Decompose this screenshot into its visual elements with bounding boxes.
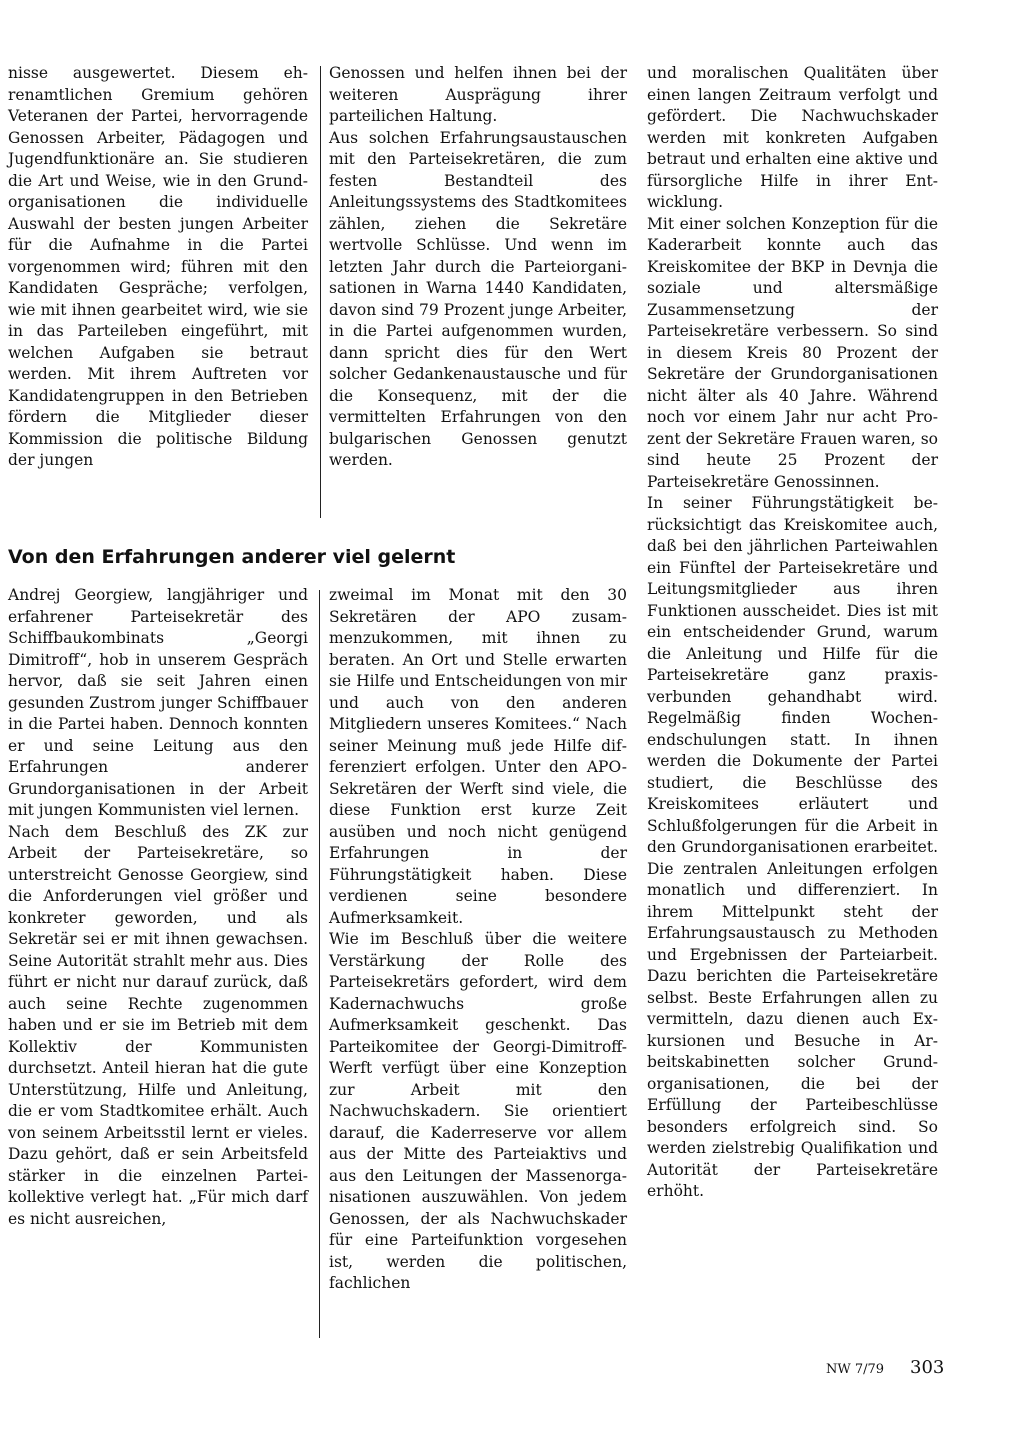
paragraph: Andrej Georgiew, langjähriger und erfahrener Parteisekretär des Schiffbaukombinats „Georgi Dimitroff“, hob in unserem Gespräch hervor, daß sie seit Jahren einen gesunden Zustrom junger Schiffbauer in die Partei haben. Dennoch konnten er und seine Leitung aus den Erfahrungen anderer Grundorganisationen in der Arbeit mit jungen Kommunisten viel lernen. bbox=[8, 586, 308, 819]
paragraph: Wie im Beschluß über die weitere Verstärkung der Rolle des Parteisekretärs gefordert, wird dem Kadernachwuchs große Aufmerksamkeit geschenkt. Das Parteikomitee der Georgi-Dimitroff-Werft verfügt über eine Konzeption zur Arbeit mit den Nachwuchskadern. Sie orientiert darauf, die Kaderreserve vor allem aus der Mitte des Parteiaktivs und aus den Leitungen der Massenorganisationen auszuwählen. Von jedem Genossen, der als Nachwuchskader für eine Parteifunktion vorgesehen ist, werden die politischen, fachlichen bbox=[329, 930, 627, 1292]
paragraph: und moralischen Qualitäten über einen langen Zeitraum verfolgt und gefördert. Die Nachwuchskader werden mit konkreten Aufgaben betraut und erhalten eine aktive und fürsorgliche Hilfe in ihrer Entwicklung. bbox=[647, 64, 938, 211]
issue-label: NW 7/79 bbox=[826, 1362, 885, 1377]
paragraph: zweimal im Monat mit den 30 Sekretären der APO zusammenzukommen, mit ihnen zu beraten. An Ort und Stelle erwarten sie Hilfe und Entscheidungen von mir und auch von den anderen Mitgliedern unseres Komitees.“ Nach seiner Meinung muß jede Hilfe differenziert erfolgen. Unter den APO-Sekretären der Werft sind viele, die diese Funktion erst kurze Zeit ausüben und noch nicht genügend Erfahrungen in der Führungstätigkeit haben. Diese verdienen seine besondere Aufmerksamkeit. bbox=[329, 586, 627, 927]
paragraph: Mit einer solchen Konzeption für die Kaderarbeit konnte auch das Kreiskomitee der BKP in Devnja die soziale und altersmäßige Zusammensetzung der Parteisekretäre verbessern. So sind in diesem Kreis 80 Prozent der Sekretäre der Grundorganisationen nicht älter als 40 Jahre. Während noch vor einem Jahr nur acht Prozent der Sekretäre Frauen waren, so sind heute 25 Prozent der Parteisekretäre Genossinnen. bbox=[647, 214, 938, 491]
paragraph: Genossen und helfen ihnen bei der weiteren Ausprägung ihrer parteilichen Haltung. bbox=[329, 64, 627, 125]
column-top-middle bbox=[329, 63, 627, 472]
column-divider bbox=[320, 66, 321, 518]
column-divider bbox=[319, 590, 320, 1338]
paragraph: Aus solchen Erfahrungsaustauschen mit den Parteisekretären, die zum festen Bestandteil des Anleitungssystems des Stadtkomitees zählen, ziehen die Sekretäre wertvolle Schlüsse. Und wenn im letzten Jahr durch die Parteiorganisationen in Warna 1440 Kandidaten, davon sind 79 Prozent junge Arbeiter, in die Partei aufgenommen wurden, dann spricht dies für den Wert solcher Gedankenaustausche und für die Konsequenz, mit der die vermittelten Erfahrungen von den bulgarischen Genossen genutzt werden. bbox=[329, 128, 627, 469]
paragraph: Nach dem Beschluß des ZK zur Arbeit der Parteisekretäre, so unterstreicht Genosse Georgiew, sind die Anforderungen viel größer und konkreter geworden, und als Sekretär sei er mit ihnen gewachsen. Seine Autorität strahlt mehr aus. Dies führt er nicht nur darauf zurück, daß auch seine Rechte zugenommen haben und er sie im Betrieb mit dem Kollektiv der Kommunisten durchsetzt. Anteil hieran hat die gute Unterstützung, Hilfe und Anleitung, die er vom Stadtkomitee erhält. Auch von seinem Arbeitsstil lernt er vieles. Dazu gehört, daß er sein Arbeitsfeld stärker in die einzelnen Parteikollektive verlegt hat. „Für mich darf es nicht ausreichen, bbox=[8, 822, 308, 1228]
section-heading: Von den Erfahrungen anderer viel gelernt bbox=[8, 546, 456, 568]
column-top-left bbox=[8, 63, 308, 472]
paragraph: In seiner Führungstätigkeit berücksichtigt das Kreiskomitee auch, daß bei den jährlichen Parteiwahlen ein Fünftel der Parteisekretäre und Leitungsmitglieder aus ihren Funktionen ausscheidet. Dies ist mit ein entscheidender Grund, warum die Anleitung und Hilfe für die Parteisekretäre ganz praxisverbunden gehandhabt wird. Regelmäßig finden Wochenendschulungen statt. In ihnen werden die Dokumente der Partei studiert, die Beschlüsse des Kreiskomitees erläutert und Schlußfolgerungen für die Arbeit in den Grundorganisationen erarbeitet. Die zentralen Anleitungen erfolgen monatlich und differenziert. In ihrem Mittelpunkt steht der Erfahrungsaustausch zu Methoden und Ergebnissen der Parteiarbeit. Dazu berichten die Parteisekretäre selbst. Beste Erfahrungen allen zu vermitteln, dazu dienen auch Exkursionen und Besuche in Arbeitskabinetten solcher Grundorganisationen, die bei der Erfüllung der Parteibeschlüsse besonders erfolgreich sind. So werden zielstrebig Qualifikation und Autorität der Parteisekretäre erhöht. bbox=[647, 494, 938, 1200]
paragraph: nisse ausgewertet. Diesem ehrenamtlichen Gremium gehören Veteranen der Partei, hervorragende Genossen Arbeiter, Pädagogen und Jugendfunktionäre an. Sie studieren die Art und Weise, wie in den Grundorganisationen die individuelle Auswahl der besten jungen Arbeiter für die Aufnahme in die Partei vorgenommen wird; führen mit den Kandidaten Gespräche; verfolgen, wie mit ihnen gearbeitet wird, wie sie in das Parteileben eingeführt, mit welchen Aufgaben sie betraut werden. Mit ihrem Auftreten vor Kandidatengruppen in den Betrieben fördern die Mitglieder dieser Kommission die politische Bildung der jungen bbox=[8, 64, 308, 469]
column-bottom-left bbox=[8, 585, 308, 1230]
column-bottom-middle bbox=[329, 585, 627, 1295]
column-right bbox=[647, 63, 938, 1203]
page-number: 303 bbox=[910, 1357, 945, 1378]
